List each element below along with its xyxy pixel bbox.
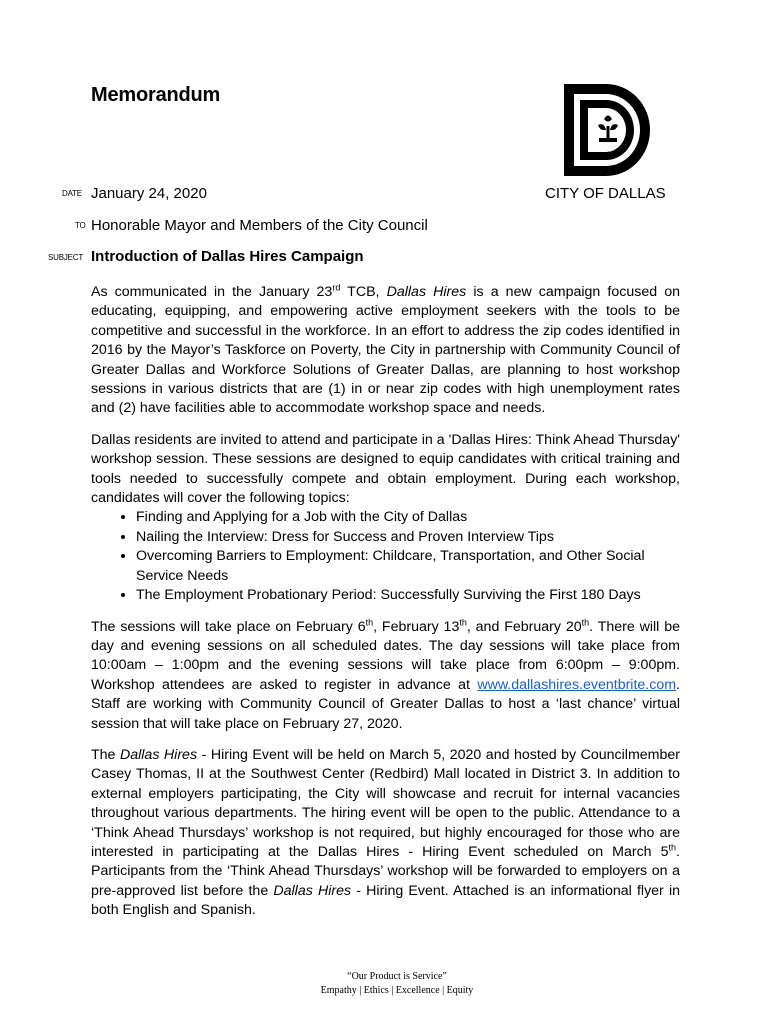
- text: , and February 20: [466, 618, 582, 635]
- memo-body: [91, 283, 680, 933]
- text: , February 13: [373, 618, 460, 635]
- text: . Staff are working with Community Council of Greater Dallas to host a ‘last chance’ virtual session that will take place on February 27, 2020.: [91, 676, 680, 732]
- text: - Hiring Event. Attached is an informational flyer in both English and Spanish.: [91, 882, 680, 919]
- superscript: rd: [332, 282, 341, 293]
- paragraph-sessions: [91, 618, 680, 734]
- memo-subject: Introduction of Dallas Hires Campaign: [91, 248, 364, 265]
- memo-recipient: Honorable Mayor and Members of the City Council: [91, 217, 428, 234]
- text: TCB,: [340, 284, 387, 300]
- list-item: • Nailing the Interview: Dress for Success and Proven Interview Tips: [136, 528, 680, 547]
- topic-list: [91, 508, 680, 605]
- paragraph-workshops: Dallas residents are invited to attend and participate in a 'Dallas Hires: Think Ahead Thursday' workshop session. These sessions are designed to equip candidates with critical training and tools needed to successfully compete and obtain employment. During each workshop, candidates will cover the following topics:: [91, 431, 680, 507]
- list-item: • Finding and Applying for a Job with the City of Dallas: [136, 508, 680, 527]
- to-label: TO: [75, 221, 86, 230]
- text: The: [91, 746, 120, 763]
- footer: [0, 970, 770, 998]
- subject-label: SUBJECT: [48, 253, 84, 262]
- eventbrite-link[interactable]: www.dallashires.eventbrite.com: [477, 676, 677, 693]
- emphasis: Dallas Hires: [119, 746, 198, 763]
- memo-date: January 24, 2020: [91, 185, 207, 202]
- text: is a new campaign focused on educating, equipping, and empowering active employment seekers with the tools to be competitive and successful in the workforce. In an effort to address the zip codes identified in 2016 by the Mayor’s Taskforce on Poverty, the City in partnership with Community Council of Greater Dallas and Workforce Solutions of Greater Dallas, are planning to host workshop sessions in various districts that are (1) in or near zip codes with high unemployment rates and (2) have facilities able to accommodate workshop space and needs.: [91, 284, 680, 417]
- superscript: th: [365, 616, 374, 627]
- list-item: • The Employment Probationary Period: Successfully Surviving the First 180 Days: [136, 586, 680, 605]
- city-name: CITY OF DALLAS: [545, 185, 666, 202]
- superscript: th: [459, 616, 467, 627]
- text: . There will be day and evening sessions on all scheduled dates. The day sessions will take place from 10:00am – 1:00pm and the evening sessions will take place from 6:00pm – 9:00pm. Workshop attendees are asked to register in advance at: [91, 618, 680, 693]
- superscript: th: [668, 842, 677, 853]
- emphasis: Dallas Hires: [386, 284, 467, 300]
- list-item: • Overcoming Barriers to Employment: Childcare, Transportation, and Other Social Service Needs: [136, 547, 680, 586]
- text: As communicated in the January 23: [91, 284, 333, 300]
- text: - Hiring Event will be held on March 5, 2020 and hosted by Councilmember Casey Thomas, II at the Southwest Center (Redbird) Mall located in District 3. In addition to external employers participating, the City will showcase and recruit for internal vacancies throughout various departments. The hiring event will be open to the public. Attendance to a ‘Think Ahead Thursdays’ workshop is not required, but highly encouraged for those who are interested in participating at the Dallas Hires - Hiring Event scheduled on March 5: [91, 746, 680, 860]
- emphasis: Dallas Hires: [273, 882, 352, 899]
- date-label: DATE: [62, 189, 82, 198]
- paragraph-intro: [91, 283, 680, 419]
- superscript: th: [581, 616, 590, 627]
- city-of-dallas-logo: [562, 82, 652, 178]
- text: . Participants from the ‘Think Ahead Thursdays’ workshop will be forwarded to employers on a pre-approved list before the: [91, 843, 680, 899]
- memo-title: Memorandum: [91, 84, 221, 106]
- footer-values: Empathy | Ethics | Excellence | Equity: [320, 985, 474, 996]
- text: The sessions will take place on February 6: [91, 618, 366, 635]
- paragraph-hiring-event: [91, 746, 680, 921]
- footer-motto: “Our Product is Service”: [347, 971, 447, 982]
